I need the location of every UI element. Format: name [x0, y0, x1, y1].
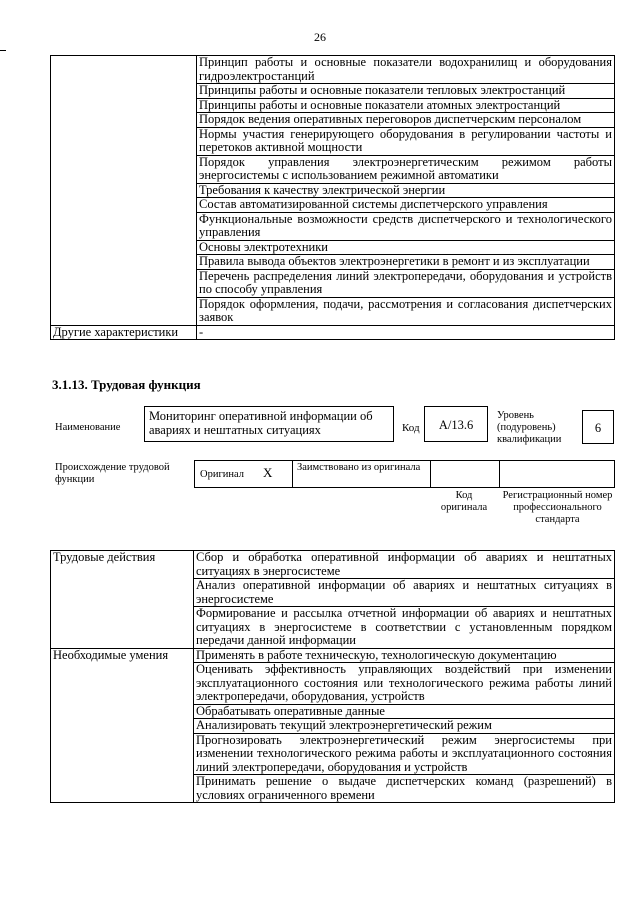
code-label: Код: [402, 422, 420, 434]
table-cell: Требования к качеству электрической энергии: [197, 183, 615, 198]
borrowed-label: Заимствовано из оригинала: [297, 462, 421, 473]
table-cell: Анализировать текущий электроэнергетический режим: [194, 719, 615, 734]
table-cell: Правила вывода объектов электроэнергетики в ремонт и из эксплуатации: [197, 255, 615, 270]
table-cell: Формирование и рассылка отчетной информации об авариях и нештатных ситуациях в энергосистеме в соответствии с установленным порядком передачи данной информации: [194, 607, 615, 649]
page-number: 26: [314, 30, 326, 44]
other-characteristics-value: -: [197, 325, 615, 340]
table-cell: Прогнозировать электроэнергетический режим энергосистемы при изменении технологического режима работы и эксплуатационного состояния линий электропередачи, оборудования и устройств: [194, 733, 615, 775]
empty-label-cell: [51, 56, 197, 326]
labor-actions-label: Трудовые действия: [51, 551, 194, 649]
table-row: [51, 648, 615, 663]
table-cell: Функциональные возможности средств диспетчерского и технологического управления: [197, 212, 615, 240]
function-code-box: A/13.6: [424, 406, 488, 442]
other-characteristics-label: Другие характеристики: [51, 325, 197, 340]
table-cell: Оценивать эффективность управляющих воздействий при изменении эксплуатационного состояния или технологического режима работы линий электропередачи, оборудования, устройств: [194, 663, 615, 705]
table-cell: Обрабатывать оперативные данные: [194, 704, 615, 719]
table-row: [51, 56, 615, 84]
skills-label: Необходимые умения: [51, 648, 194, 803]
origin-label: Происхождение трудовой функции: [55, 462, 170, 485]
table-cell: Состав автоматизированной системы диспетчерского управления: [197, 198, 615, 213]
margin-mark: [0, 50, 6, 51]
code-original-caption: Код оригинала: [440, 490, 488, 513]
labor-function-table: [50, 550, 615, 803]
table-cell: Порядок оформления, подачи, рассмотрения и согласования диспетчерских заявок: [197, 297, 615, 325]
level-label: Уровень (подуровень) квалификации: [497, 410, 562, 445]
table-cell: Анализ оперативной информации об авариях и нештатных ситуациях в энергосистеме: [194, 579, 615, 607]
name-label: Наименование: [55, 422, 121, 433]
table-row: [51, 551, 615, 579]
table-cell: Применять в работе техническую, технологическую документацию: [194, 648, 615, 663]
table-cell: Перечень распределения линий электропередачи, оборудования и устройств по способу управления: [197, 269, 615, 297]
origin-divider: [499, 460, 500, 488]
section-title: 3.1.13. Трудовая функция: [52, 377, 201, 392]
table-cell: Сбор и обработка оперативной информации об авариях и нештатных ситуациях в энергосистеме: [194, 551, 615, 579]
table-cell: Нормы участия генерирующего оборудования в регулировании частоты и перетоков активной мощности: [197, 127, 615, 155]
table-cell: Принципы работы и основные показатели атомных электростанций: [197, 98, 615, 113]
level-box: 6: [582, 410, 614, 444]
table-cell: Принципы работы и основные показатели тепловых электростанций: [197, 84, 615, 99]
table-cell: Принцип работы и основные показатели водохранилищ и оборудования гидроэлектростанций: [197, 56, 615, 84]
origin-divider: [292, 460, 293, 488]
original-label: Оригинал: [200, 469, 244, 480]
function-name-box: Мониторинг оперативной информации об авариях и нештатных ситуациях: [144, 406, 394, 442]
table-cell: Порядок ведения оперативных переговоров диспетчерским персоналом: [197, 113, 615, 128]
table-row: [51, 325, 615, 340]
table-cell: Принимать решение о выдаче диспетчерских команд (разрешений) в условиях ограниченного времени: [194, 775, 615, 803]
knowledge-table: [50, 55, 615, 340]
origin-divider: [430, 460, 431, 488]
table-cell: Порядок управления электроэнергетическим режимом работы энергосистемы с использованием режимной автоматики: [197, 155, 615, 183]
reg-number-caption: Регистрационный номер профессионального стандарта: [502, 490, 613, 525]
original-mark: X: [263, 465, 273, 480]
table-cell: Основы электротехники: [197, 240, 615, 255]
